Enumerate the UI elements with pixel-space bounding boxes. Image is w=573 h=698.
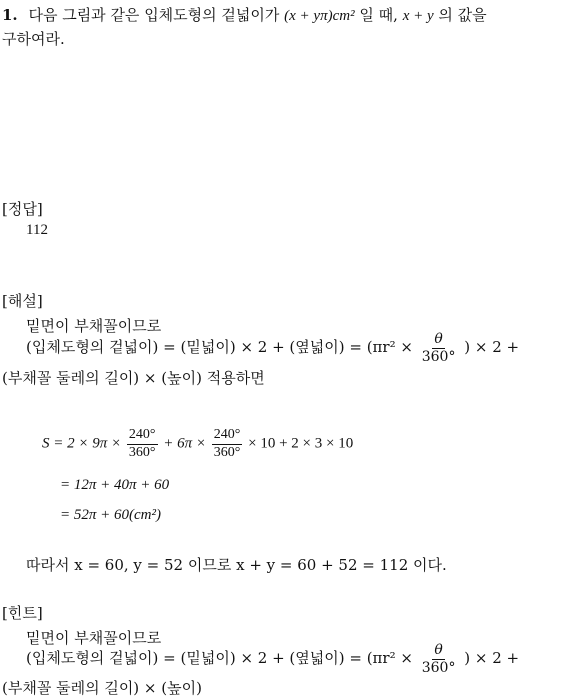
solution-conclusion: 따라서 x = 60, y = 52 이므로 x + y = 60 + 52 = 112 이다.: [26, 556, 447, 574]
hint-fraction-numerator: θ: [434, 642, 443, 658]
problem-number: 1.: [2, 6, 18, 24]
fraction-numerator: θ: [434, 331, 443, 347]
eq1-f1-num: 240°: [127, 428, 158, 445]
solution-formula-b: ) × 2 +: [464, 338, 520, 357]
solution-label: [해설]: [2, 292, 43, 310]
problem-line-2: 구하여라.: [2, 30, 65, 48]
eq1-f1-den: 360°: [128, 444, 156, 460]
equation-line-2: = 12π + 40π + 60: [60, 477, 170, 493]
problem-line-1: [2, 4, 487, 25]
solution-fraction: [420, 332, 458, 364]
hint-formula: [26, 643, 519, 675]
problem-text-mid: 일 때,: [359, 6, 398, 24]
eq1-b: + 6π ×: [163, 435, 207, 452]
answer-label: [정답]: [2, 200, 43, 218]
problem-text-post: 의 값을: [438, 6, 487, 24]
solution-line-1: 밑면이 부채꼴이므로: [26, 317, 162, 335]
answer-value: 112: [26, 222, 48, 238]
solution-formula-c: (부채꼴 둘레의 길이) × (높이) 적용하면: [2, 369, 265, 387]
eq1-fraction-2: [212, 428, 243, 460]
hint-fraction-denominator: 360°: [421, 659, 456, 676]
solution-formula: [26, 332, 519, 364]
eq1-c: × 10 + 2 × 3 × 10: [248, 435, 354, 452]
problem-text-pre: 다음 그림과 같은 입체도형의 겉넓이가: [28, 6, 280, 24]
eq1-f2-den: 360°: [213, 444, 241, 460]
hint-formula-b: ) × 2 +: [464, 649, 520, 668]
equation-line-1: [42, 428, 353, 460]
equation-line-3: = 52π + 60(cm²): [60, 507, 161, 523]
problem-expr2: x + y: [402, 8, 434, 24]
hint-fraction: [420, 643, 458, 675]
fraction-denominator: 360°: [421, 348, 456, 365]
hint-line-1: 밑면이 부채꼴이므로: [26, 629, 162, 647]
hint-formula-c: (부채꼴 둘레의 길이) × (높이): [2, 679, 202, 697]
solution-formula-a: (입체도형의 겉넓이) = (밑넓이) × 2 + (옆넓이) = (πr² ×: [26, 338, 413, 357]
eq1-a: S = 2 × 9π ×: [42, 435, 122, 452]
eq1-f2-num: 240°: [212, 428, 243, 445]
eq1-fraction-1: [127, 428, 158, 460]
hint-label: [힌트]: [2, 604, 43, 622]
problem-expr: (x + yπ)cm²: [284, 8, 355, 24]
hint-formula-a: (입체도형의 겉넓이) = (밑넓이) × 2 + (옆넓이) = (πr² ×: [26, 649, 413, 668]
